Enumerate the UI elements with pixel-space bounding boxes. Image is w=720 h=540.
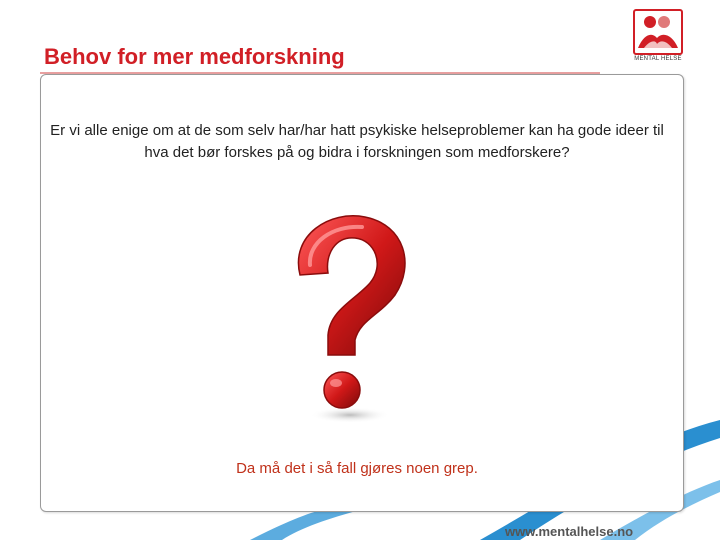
footer-url: www.mentalhelse.no (505, 524, 634, 539)
answer-text: Da må det i så fall gjøres noen grep. (236, 460, 478, 477)
question-mark-icon (270, 205, 420, 430)
logo-label: MENTAL HELSE (634, 56, 682, 62)
slide-title: Behov for mer medforskning (44, 44, 345, 69)
question-text: Er vi alle enige om at de som selv har/har hatt psykiske helseproblemer kan ha gode ideer til hva det bør forskes på og bidra i forskningen som medforskere? (50, 122, 664, 161)
